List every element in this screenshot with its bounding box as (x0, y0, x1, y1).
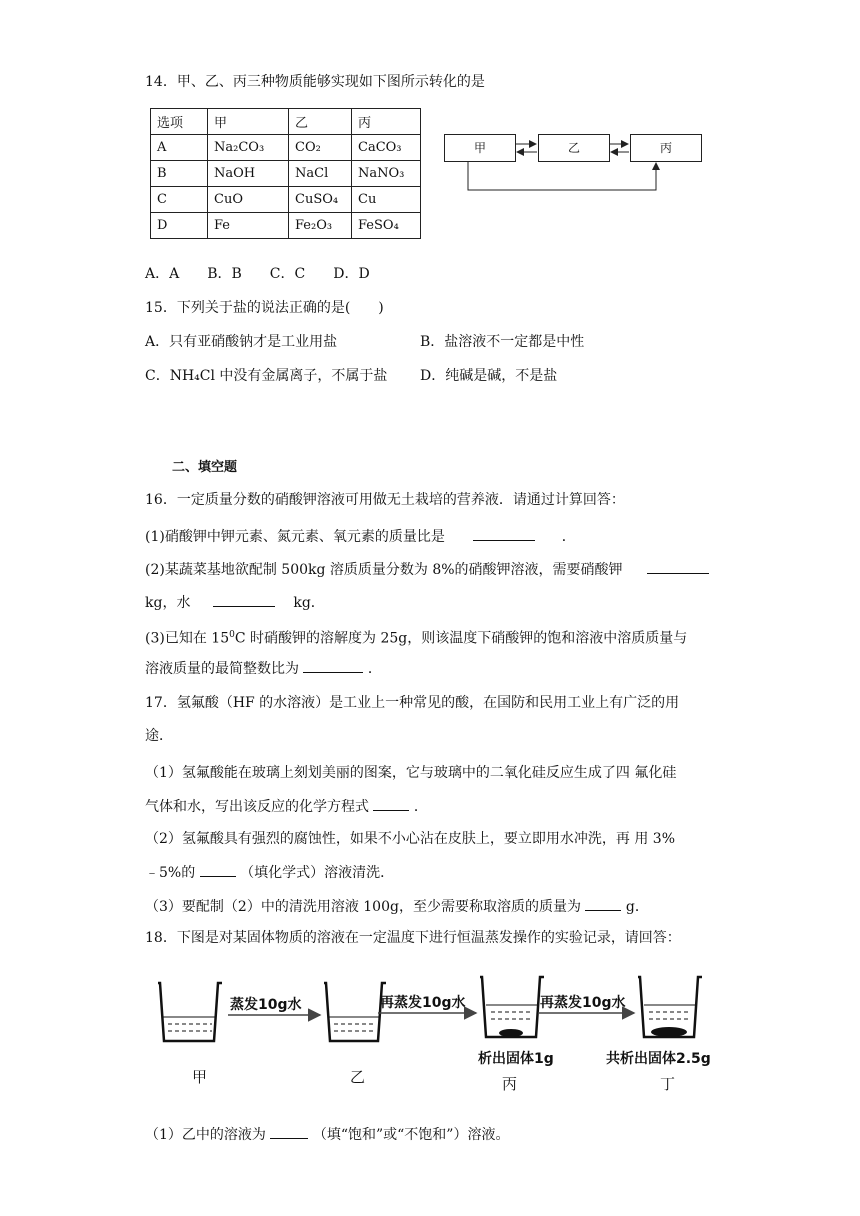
q16-part2-text: (2)某蔬菜基地欲配制 500kg 溶质质量分数为 8%的硝酸钾溶液，需要硝酸钾 (145, 562, 623, 578)
q16-part3 (145, 625, 687, 649)
header-cell: 选项 (151, 109, 208, 135)
table-cell: A (151, 135, 208, 161)
q16-unit-kg: kg，水 (145, 595, 191, 611)
q15-choice-d: D．纯碱是碱，不是盐 (420, 368, 558, 384)
flow-box-bing: 丙 (630, 134, 702, 162)
table-row (151, 161, 421, 187)
degree-superscript: 0 (229, 630, 235, 640)
q17-part3-end: g． (625, 899, 649, 915)
q16-stem: 16．一定质量分数的硝酸钾溶液可用做无土栽培的营养液．请通过计算回答： (145, 492, 625, 508)
answer-blank[interactable] (213, 592, 275, 607)
note-ding: 共析出固体2.5g (606, 1051, 711, 1067)
q17-part1b-text: 气体和水，写出该反应的化学方程式 (145, 799, 369, 815)
table-cell: CuO (208, 187, 289, 213)
q17-part3 (145, 896, 649, 917)
label-yi: 乙 (350, 1068, 366, 1086)
q16-part3-cont (145, 658, 382, 679)
q18-part1 (145, 1124, 509, 1145)
label-ding: 丁 (660, 1075, 676, 1093)
q16-part1 (145, 526, 576, 547)
q17-stem-cont: 途． (145, 728, 173, 744)
arrow-label-2: 再蒸发10g水 (380, 995, 466, 1011)
arrow-label-3: 再蒸发10g水 (540, 995, 626, 1011)
q17-part2b-text-b: （填化学式）溶液清洗． (240, 865, 395, 881)
table-cell: CaCO₃ (352, 135, 421, 161)
header-cell: 丙 (352, 109, 421, 135)
q16-part3-text-a: (3)已知在 15 (145, 630, 230, 647)
table-cell: NaOH (208, 161, 289, 187)
answer-blank[interactable] (473, 526, 535, 541)
table-cell: CO₂ (289, 135, 352, 161)
table-cell: B (151, 161, 208, 187)
q18-part1-text: （1）乙中的溶液为 (145, 1127, 266, 1143)
table-cell: NaCl (289, 161, 352, 187)
q16-part1-text: (1)硝酸钾中钾元素、氮元素、氧元素的质量比是 (145, 529, 445, 545)
table-cell: D (151, 213, 208, 239)
table-cell: Fe (208, 213, 289, 239)
table-cell: Fe₂O₃ (289, 213, 352, 239)
q15-choice-a: A．只有亚硝酸钠才是工业用盐 (145, 334, 338, 350)
q17-part2-cont (145, 862, 394, 883)
q16-part2-cont (145, 592, 325, 613)
table-cell: NaNO₃ (352, 161, 421, 187)
answer-blank[interactable] (200, 862, 236, 877)
q17-stem: 17．氢氟酸（HF 的水溶液）是工业上一种常见的酸，在国防和民用工业上有广泛的用 (145, 695, 680, 711)
q17-part1b-end: ． (413, 799, 428, 815)
q16-part3-text-b: C 时硝酸钾的溶解度为 25g，则该温度下硝酸钾的饱和溶液中溶质质量与 (234, 630, 688, 647)
q16-unit-kg-2: kg． (293, 595, 325, 611)
table-row (151, 213, 421, 239)
q16-part3b-end: ． (367, 661, 382, 677)
q17-part1: （1）氢氟酸能在玻璃上刻划美丽的图案，它与玻璃中的二氧化硅反应生成了四 氟化硅 (145, 765, 677, 781)
q15-choice-b: B．盐溶液不一定都是中性 (420, 334, 585, 350)
beaker-ding (638, 977, 702, 1037)
beaker-bing (480, 977, 544, 1037)
flow-box-jia: 甲 (444, 134, 516, 162)
label-bing: 丙 (502, 1075, 518, 1093)
table-header-row (151, 109, 421, 135)
answer-blank[interactable] (373, 796, 409, 811)
flow-box-yi: 乙 (538, 134, 610, 162)
beaker-yi (324, 983, 386, 1041)
flow-arrows (440, 128, 710, 198)
answer-blank[interactable] (270, 1124, 308, 1139)
table-cell: C (151, 187, 208, 213)
arrow-jia-to-bing (468, 161, 656, 190)
q14-options-table (150, 108, 421, 239)
table-cell: Na₂CO₃ (208, 135, 289, 161)
q17-part2b-text-a: ﹣5%的 (145, 865, 196, 881)
section-title: 二、填空题 (172, 460, 238, 475)
evaporation-figure (150, 965, 730, 1095)
q16-part2 (145, 559, 709, 580)
q18-stem: 18．下图是对某固体物质的溶液在一定温度下进行恒温蒸发操作的实验记录，请回答： (145, 930, 681, 946)
q15-stem: 15．下列关于盐的说法正确的是( ) (145, 300, 384, 316)
table-row (151, 135, 421, 161)
q14-choices: A．A B．B C．C D．D (145, 266, 370, 282)
q16-part1-end: ． (561, 529, 576, 545)
beaker-jia (158, 983, 222, 1041)
arrow-label-1: 蒸发10g水 (230, 997, 302, 1013)
answer-blank[interactable] (647, 559, 709, 574)
note-bing: 析出固体1g (478, 1051, 554, 1067)
q16-part3b-text: 溶液质量的最简整数比为 (145, 661, 299, 677)
table-cell: Cu (352, 187, 421, 213)
q14-stem: 14．甲、乙、丙三种物质能够实现如下图所示转化的是 (145, 74, 485, 90)
q17-part2: （2）氢氟酸具有强烈的腐蚀性，如果不小心沾在皮肤上，要立即用水冲洗，再 用 3% (145, 831, 676, 847)
table-cell: FeSO₄ (352, 213, 421, 239)
q17-part1-cont (145, 796, 428, 817)
q18-part1-end: （填“饱和”或“不饱和”）溶液。 (312, 1127, 510, 1143)
table-cell: CuSO₄ (289, 187, 352, 213)
header-cell: 甲 (208, 109, 289, 135)
header-cell: 乙 (289, 109, 352, 135)
label-jia: 甲 (192, 1068, 208, 1086)
q17-part3-text: （3）要配制（2）中的清洗用溶液 100g，至少需要称取溶质的质量为 (145, 899, 581, 915)
q15-choice-c: C．NH₄Cl 中没有金属离子，不属于盐 (145, 368, 388, 384)
answer-blank[interactable] (303, 658, 363, 673)
answer-blank[interactable] (585, 896, 621, 911)
table-row (151, 187, 421, 213)
